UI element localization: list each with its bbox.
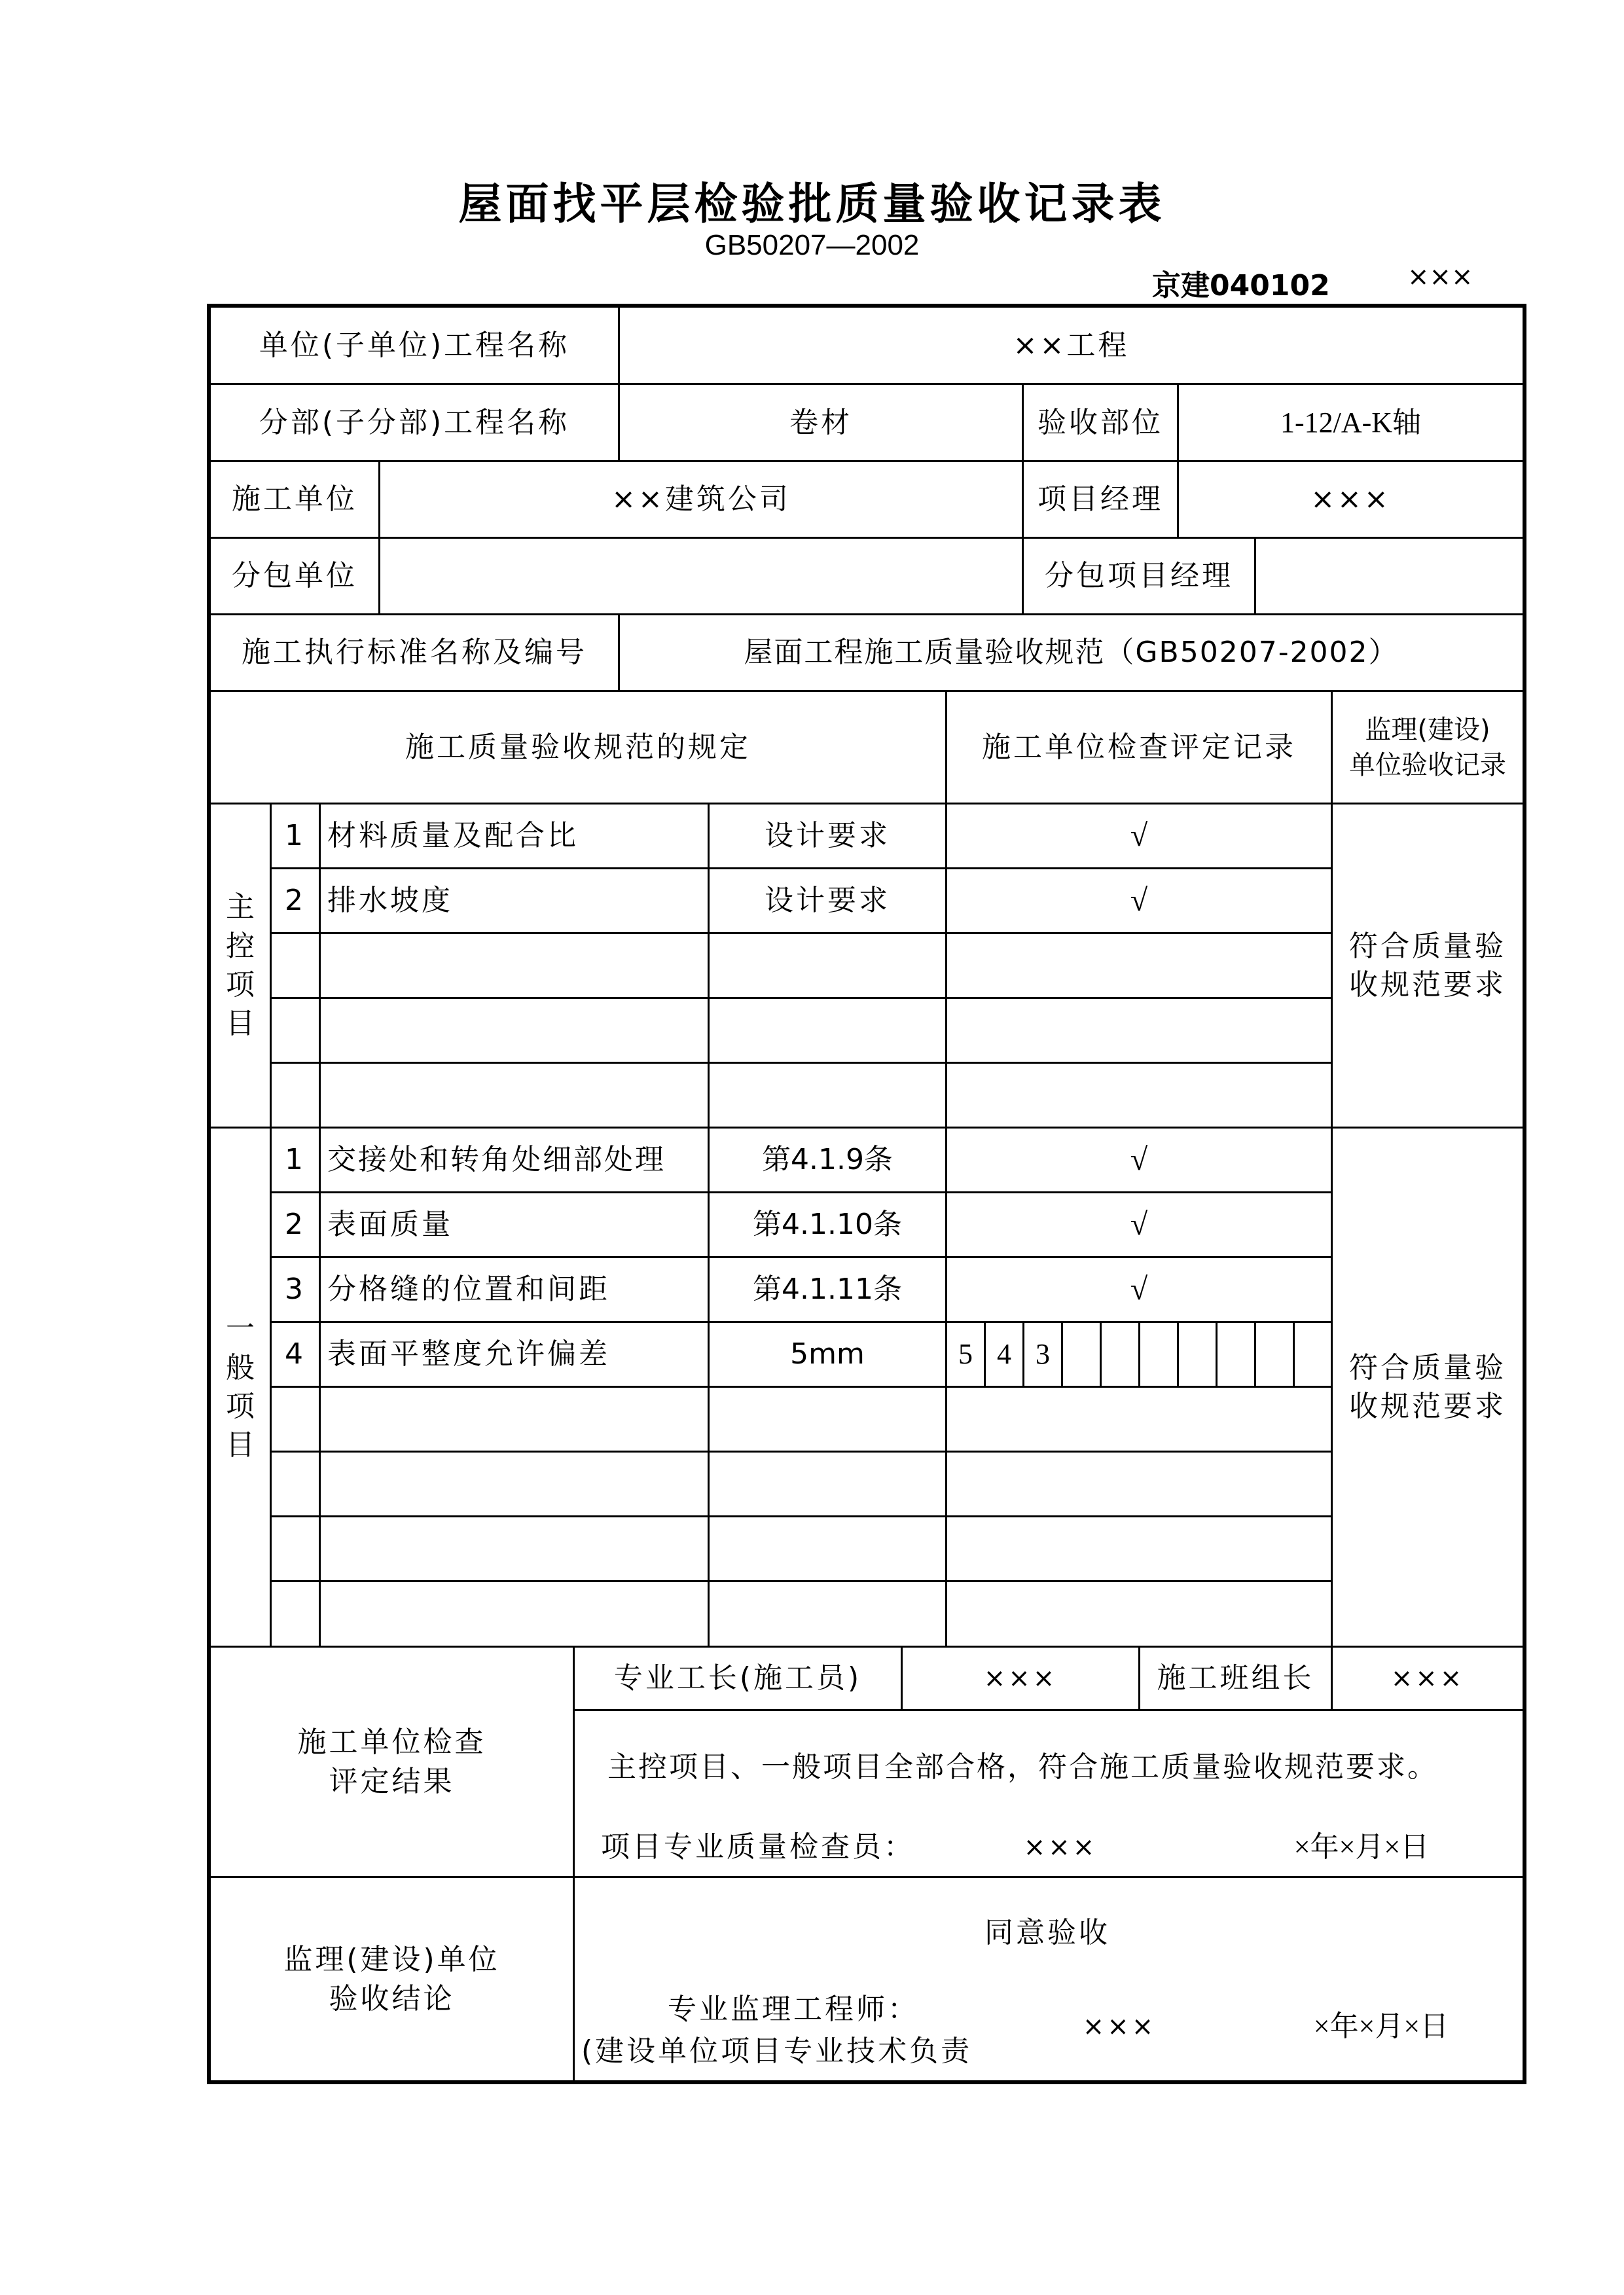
standard-label: 施工执行标准名称及编号 xyxy=(242,636,587,670)
unit-project-value: ××工程 xyxy=(1013,328,1130,362)
general-items-label-char: 目 xyxy=(226,1428,255,1462)
general-verdict-line1: 符合质量验 xyxy=(1349,1350,1506,1384)
general-items-label-char: 项 xyxy=(226,1390,255,1423)
row-number: 3 xyxy=(285,1273,306,1307)
row-number: 2 xyxy=(285,1208,306,1242)
main-verdict-line1: 符合质量验 xyxy=(1349,929,1506,963)
general-verdict-line2: 收规范要求 xyxy=(1349,1390,1506,1423)
measurement-cell xyxy=(1102,1323,1138,1386)
inspector-value: ××× xyxy=(1023,1832,1098,1862)
row-requirement: 第4.1.11条 xyxy=(753,1273,902,1307)
engineer-value: ××× xyxy=(1082,2012,1157,2042)
grid-line xyxy=(270,1386,1331,1388)
row-item: 表面质量 xyxy=(327,1208,453,1242)
row-number: 1 xyxy=(285,819,306,853)
row-number: 4 xyxy=(285,1337,306,1371)
check-column-header: 施工单位检查评定记录 xyxy=(982,730,1296,764)
row-requirement: 设计要求 xyxy=(765,819,890,853)
measurement-cell xyxy=(1218,1323,1254,1386)
foreman-value: ××× xyxy=(983,1663,1058,1693)
sub-manager-label: 分包项目经理 xyxy=(1045,559,1233,593)
row-result: √ xyxy=(1130,1206,1148,1242)
inspector-label: 项目专业质量检查员： xyxy=(601,1830,915,1864)
foreman-label: 专业工长(施工员) xyxy=(613,1661,862,1695)
grid-line xyxy=(270,1515,1331,1517)
general-items-label xyxy=(211,1129,270,1646)
row-requirement: 设计要求 xyxy=(765,884,890,918)
document-title: 屋面找平层检验批质量验收记录表 xyxy=(458,179,1166,229)
row-number: 1 xyxy=(285,1143,306,1177)
supervision-conclusion: 同意验收 xyxy=(984,1916,1110,1950)
row-result: √ xyxy=(1130,1271,1148,1307)
supervision-label xyxy=(211,1878,573,2080)
grid-line xyxy=(270,1062,1331,1064)
construction-check-line2: 评定结果 xyxy=(329,1764,455,1798)
subcontractor-label: 分包单位 xyxy=(232,559,357,593)
main-items-verdict xyxy=(1333,804,1523,1127)
row-result: √ xyxy=(1130,882,1148,918)
grid-line xyxy=(573,1646,575,2084)
team-leader-value: ××× xyxy=(1390,1663,1465,1693)
supervision-header-line1: 监理(建设) xyxy=(1365,714,1490,745)
project-manager-value: ××× xyxy=(1310,482,1391,516)
row-requirement: 第4.1.9条 xyxy=(762,1143,893,1177)
spec-column-header: 施工质量验收规范的规定 xyxy=(405,730,751,764)
general-items-label-char: 一 xyxy=(226,1312,255,1346)
row-item: 材料质量及配合比 xyxy=(327,819,579,853)
acceptance-location-label: 验收部位 xyxy=(1038,405,1163,439)
grid-line xyxy=(270,1451,1331,1453)
supervision-column-header xyxy=(1333,692,1523,803)
supervision-date: ×年×月×日 xyxy=(1313,2010,1449,2043)
measurement-cell xyxy=(1295,1323,1331,1386)
row-result: √ xyxy=(1130,1142,1148,1177)
main-items-label-char: 项 xyxy=(226,968,255,1002)
main-items-label-char: 主 xyxy=(226,890,255,924)
team-leader-label: 施工班组长 xyxy=(1157,1661,1314,1695)
grid-line xyxy=(319,803,321,1646)
measurement-cell: 3 xyxy=(1036,1338,1050,1371)
grid-line xyxy=(573,1709,1526,1711)
grid-line xyxy=(270,1580,1331,1582)
project-manager-label: 项目经理 xyxy=(1038,482,1163,516)
measurement-cell xyxy=(1063,1323,1100,1386)
row-item: 分格缝的位置和间距 xyxy=(327,1273,610,1307)
grid-line xyxy=(270,997,1331,999)
construction-unit-value: ××建筑公司 xyxy=(611,482,791,516)
row-item: 交接处和转角处细部处理 xyxy=(327,1143,666,1177)
row-item: 表面平整度允许偏差 xyxy=(327,1337,610,1371)
engineer-label: 专业监理工程师： xyxy=(668,1993,919,2027)
main-items-label xyxy=(211,804,270,1127)
unit-project-label: 单位(子单位)工程名称 xyxy=(259,328,570,362)
measurement-cell xyxy=(1256,1323,1293,1386)
row-requirement: 5mm xyxy=(790,1337,865,1371)
form-code-suffix: ××× xyxy=(1407,262,1473,292)
main-items-label-char: 控 xyxy=(226,929,255,963)
row-requirement: 第4.1.10条 xyxy=(753,1208,902,1242)
construction-check-line1: 施工单位检查 xyxy=(297,1726,486,1760)
row-item: 排水坡度 xyxy=(327,884,453,918)
measurement-cell xyxy=(1140,1323,1177,1386)
general-items-label-char: 般 xyxy=(226,1350,255,1384)
sub-project-label: 分部(子分部)工程名称 xyxy=(259,405,570,439)
construction-conclusion: 主控项目、一般项目全部合格，符合施工质量验收规范要求。 xyxy=(607,1750,1438,1784)
supervision-label-line1: 监理(建设)单位 xyxy=(283,1943,500,1977)
sub-manager-value xyxy=(1256,539,1523,613)
supervision-header-line2: 单位验收记录 xyxy=(1349,750,1506,780)
main-items-label-char: 目 xyxy=(226,1007,255,1041)
standard-number: GB50207—2002 xyxy=(704,229,920,261)
measurement-cell xyxy=(1179,1323,1216,1386)
acceptance-location-value: 1-12/A-K轴 xyxy=(1280,406,1422,439)
main-verdict-line2: 收规范要求 xyxy=(1349,968,1506,1002)
inspection-date: ×年×月×日 xyxy=(1293,1831,1430,1864)
measurement-cell: 4 xyxy=(997,1338,1011,1371)
row-number: 2 xyxy=(285,884,306,918)
supervision-label-line2: 验收结论 xyxy=(329,1981,455,2015)
engineer-label-line2: (建设单位项目专业技术负责 xyxy=(581,2034,973,2069)
measurement-cell: 5 xyxy=(958,1338,973,1371)
form-code: 京建040102 xyxy=(1152,269,1330,302)
standard-value: 屋面工程施工质量验收规范（GB50207-2002） xyxy=(744,636,1399,670)
row-result: √ xyxy=(1130,818,1148,853)
construction-unit-label: 施工单位 xyxy=(232,482,357,516)
grid-line xyxy=(270,932,1331,934)
subcontractor-value xyxy=(380,539,1022,613)
sub-project-value: 卷材 xyxy=(789,405,852,439)
general-items-verdict xyxy=(1333,1129,1523,1646)
construction-check-label xyxy=(211,1648,573,1876)
